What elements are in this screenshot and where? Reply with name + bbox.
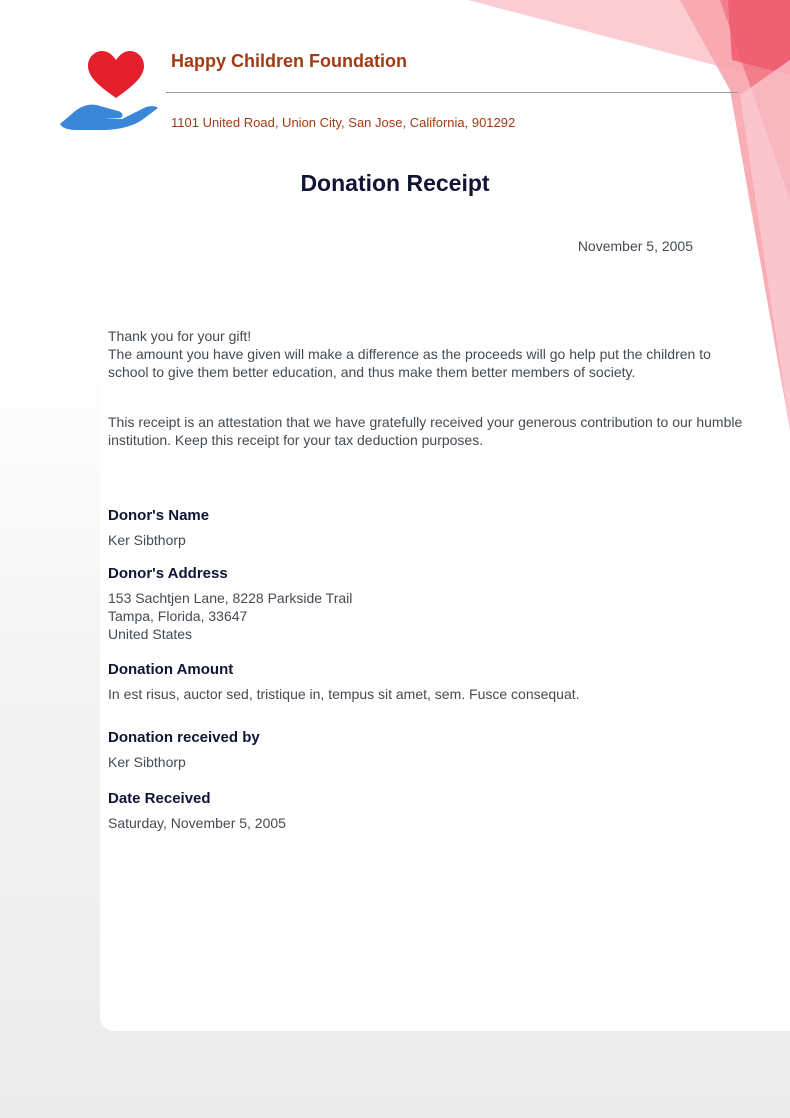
- received-by-value: Ker Sibthorp: [108, 754, 186, 770]
- donor-name-label: Donor's Name: [108, 507, 210, 524]
- donor-address-label: Donor's Address: [108, 565, 228, 582]
- attestation-paragraph: This receipt is an attestation that we have gratefully received your generous contribution to our humble institution. Keep this receipt for your tax deduction purposes.: [108, 414, 743, 448]
- heart-in-hand-icon: [58, 48, 160, 132]
- donor-address-line: Tampa, Florida, 33647: [108, 608, 248, 624]
- impact-message: The amount you have given will make a difference as the proceeds will go help put the children to school to give them better education, and thus make them better members of society.: [108, 346, 711, 380]
- donor-name-value: Ker Sibthorp: [108, 532, 186, 548]
- donation-amount-section: [108, 660, 748, 703]
- date-received-section: [108, 789, 748, 832]
- date-received-label: Date Received: [108, 790, 211, 807]
- thank-you-line: Thank you for your gift!: [108, 328, 252, 344]
- received-by-label: Donation received by: [108, 729, 260, 746]
- receipt-date: November 5, 2005: [577, 238, 693, 254]
- donation-amount-label: Donation Amount: [108, 661, 234, 678]
- donation-amount-value: In est risus, auctor sed, tristique in, tempus sit amet, sem. Fusce consequat.: [108, 686, 580, 702]
- thank-you-paragraph: [108, 327, 748, 381]
- donor-address-value: [108, 589, 748, 643]
- donor-address-section: [108, 564, 748, 643]
- page-title: Donation Receipt: [300, 170, 490, 196]
- date-received-value: Saturday, November 5, 2005: [108, 815, 286, 831]
- donor-address-line: United States: [108, 626, 193, 642]
- organization-address: 1101 United Road, Union City, San Jose, California, 901292: [171, 115, 516, 130]
- donor-address-line: 153 Sachtjen Lane, 8228 Parkside Trail: [108, 590, 353, 606]
- received-by-section: [108, 728, 748, 771]
- donor-name-section: [108, 506, 748, 549]
- header-divider: [166, 92, 738, 93]
- organization-name: Happy Children Foundation: [171, 51, 407, 71]
